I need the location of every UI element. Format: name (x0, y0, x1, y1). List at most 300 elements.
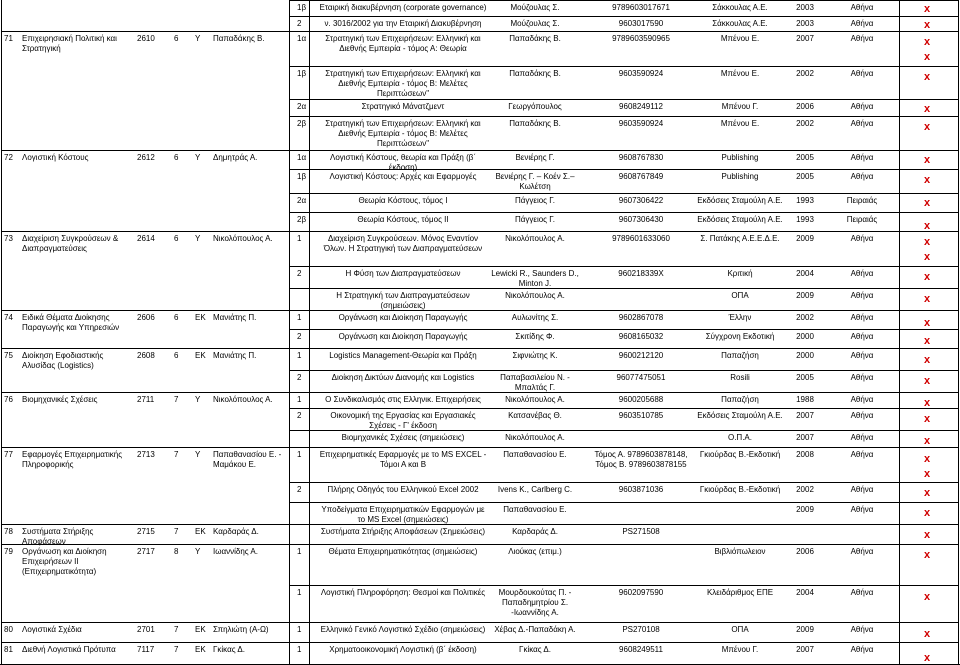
book-author: Νικολόπουλος Α. (505, 395, 565, 404)
course-name: Βιομηχανικές Σχέσεις (22, 395, 98, 404)
course-number: 73 (4, 234, 13, 243)
course-code: 7117 (137, 645, 155, 654)
book-index: 1β (297, 3, 307, 12)
row-separator (289, 585, 959, 586)
course-code: 2612 (137, 153, 155, 162)
book-publisher: Εκδόσεις Σταμούλη Α.Ε. (697, 215, 783, 224)
book-title: Στρατηγική των Επιχειρήσεων: Ελληνική και Διεθνής Εμπειρία - τόμος Β: Μελέτες Περιπτώσεων" (325, 69, 481, 98)
book-year: 2005 (796, 172, 814, 181)
course-separator (1, 150, 959, 151)
book-isbn: 9603590924 (618, 119, 664, 128)
book-city: Αθήνα (850, 547, 874, 556)
book-publisher: Σάκκουλας Α.Ε. (712, 19, 768, 28)
availability-mark-icon: x (924, 251, 931, 263)
book-city: Αθήνα (850, 450, 874, 459)
row-separator (289, 16, 959, 17)
book-year: 2002 (796, 69, 814, 78)
book-index: 2 (297, 19, 302, 28)
book-title: Διαχείριση Συγκρούσεων. Μόνος Εναντίον Όλων. Η Στρατηγική των Διαπραγματεύσεων (323, 234, 483, 253)
book-isbn: 9602867078 (618, 313, 664, 322)
book-city: Αθήνα (850, 234, 874, 243)
book-isbn: 9602097590 (618, 588, 664, 597)
book-title: Διοίκηση Δικτύων Διανομής και Logistics (331, 373, 475, 382)
book-year: 2004 (796, 269, 814, 278)
book-index: 2 (297, 269, 302, 278)
book-author: Χέβας Δ.-Παπαδάκη Α. (494, 625, 576, 634)
book-author: Σιφνιώτης Κ. (512, 351, 558, 360)
book-title: Οργάνωση και Διοίκηση Παραγωγής (338, 313, 468, 322)
semester: 6 (174, 351, 179, 360)
availability-mark-icon: x (924, 71, 931, 83)
book-author: Νικολόπουλος Α. (505, 433, 565, 442)
course-type: ΕΚ (195, 527, 206, 536)
book-author: Παπαδάκης Β. (509, 34, 561, 43)
book-city: Αθήνα (850, 351, 874, 360)
book-year: 2005 (796, 153, 814, 162)
book-index: 2 (297, 485, 302, 494)
book-author: Μούζουλας Σ. (510, 19, 560, 28)
availability-mark-icon: x (924, 36, 931, 48)
course-code: 2713 (137, 450, 155, 459)
availability-mark-icon: x (924, 317, 931, 329)
course-code: 2606 (137, 313, 155, 322)
row-separator (289, 430, 959, 431)
book-year: 2002 (796, 485, 814, 494)
book-author: Παπαδάκης Β. (509, 69, 561, 78)
course-separator (1, 310, 959, 311)
book-index: 1 (297, 395, 302, 404)
book-isbn: 9603590924 (618, 69, 664, 78)
course-type: Υ (195, 153, 201, 162)
course-name: Λογιστικά Σχέδια (22, 625, 82, 634)
book-city: Αθήνα (850, 291, 874, 300)
book-author: Λιούκας (επιμ.) (508, 547, 562, 556)
book-index: 2α (297, 102, 307, 111)
book-year: 2000 (796, 332, 814, 341)
book-publisher: Εκδόσεις Σταμούλη Α.Ε. (697, 411, 783, 420)
course-code: 2717 (137, 547, 155, 556)
book-city: Αθήνα (850, 3, 874, 12)
course-number: 79 (4, 547, 13, 556)
availability-mark-icon: x (924, 103, 931, 115)
book-title: Στρατηγικό Μάνατζμεντ (361, 102, 445, 111)
course-type: Υ (195, 547, 201, 556)
book-title: Χρηματοοικονομική Λογιστική (β΄ έκδοση) (329, 645, 477, 654)
book-title: Ο Συνδικαλισμός στις Ελληνικ. Επιχειρήσεις (325, 395, 481, 404)
book-isbn: 9603871036 (618, 485, 664, 494)
semester: 7 (174, 625, 179, 634)
book-year: 2005 (796, 373, 814, 382)
book-title: Λογιστική Κόστους: Αρχές και Εφαρμογές (329, 172, 477, 181)
book-publisher: Μπένου Ε. (720, 34, 760, 43)
course-name: Συστήματα Στήριξης Αποφάσεων (22, 527, 94, 546)
professor: Σπηλιώτη (Α-Ω) (213, 625, 269, 634)
course-code: 2701 (137, 625, 155, 634)
availability-mark-icon: x (924, 19, 931, 31)
book-year: 2006 (796, 547, 814, 556)
book-year: 2007 (796, 411, 814, 420)
book-author: Παπαβασιλείου Ν. - Μπαλτάς Γ. (500, 373, 570, 392)
book-city: Αθήνα (850, 625, 874, 634)
availability-mark-icon: x (924, 591, 931, 603)
book-publisher: Σύγχρονη Εκδοτική (705, 332, 775, 341)
course-name: Οργάνωση και Διοίκηση Επιχειρήσεων ΙΙ (Επιχειρηματικότητα) (22, 547, 107, 576)
book-publisher: Γκιούρδας Β.-Εκδοτική (699, 485, 781, 494)
course-type: ΕΚ (195, 625, 206, 634)
availability-mark-icon: x (924, 197, 931, 209)
book-year: 1993 (796, 196, 814, 205)
book-isbn: 9600212120 (618, 351, 664, 360)
book-index: 2 (297, 332, 302, 341)
book-publisher: Κριτική (727, 269, 753, 278)
row-separator (289, 329, 959, 330)
book-author: Μουρδουκούτας Π. - Παπαδημητρίου Σ. -Ιωαννίδης Α. (498, 588, 572, 617)
book-year: 2007 (796, 645, 814, 654)
course-type: ΕΚ (195, 645, 206, 654)
row-separator (289, 266, 959, 267)
book-city: Αθήνα (850, 313, 874, 322)
book-isbn: 9608767849 (618, 172, 664, 181)
book-title: Θεωρία Κόστους, τόμος Ι (358, 196, 448, 205)
semester: 6 (174, 234, 179, 243)
book-author: Γκίκας Δ. (519, 645, 551, 654)
book-title: Συστήματα Στήριξης Αποφάσεων (Σημειώσεις) (320, 527, 486, 536)
book-city: Αθήνα (850, 485, 874, 494)
availability-mark-icon: x (924, 549, 931, 561)
availability-mark-icon: x (924, 271, 931, 283)
book-isbn: 96077475051 (616, 373, 666, 382)
book-author: Παπαθανασίου Ε. (503, 450, 567, 459)
book-year: 2000 (796, 351, 814, 360)
book-publisher: Rosili (730, 373, 750, 382)
book-index: 1α (297, 34, 307, 43)
book-title: Οργάνωση και Διοίκηση Παραγωγής (338, 332, 468, 341)
availability-mark-icon: x (924, 529, 931, 541)
row-separator (289, 116, 959, 117)
book-city: Αθήνα (850, 505, 874, 514)
book-year: 2002 (796, 313, 814, 322)
book-year: 2004 (796, 588, 814, 597)
semester: 7 (174, 527, 179, 536)
book-author: Κατσανέβας Θ. (508, 411, 562, 420)
professor: Μανιάτης Π. (213, 351, 257, 360)
availability-mark-icon: x (924, 335, 931, 347)
book-publisher: Μπένου Γ. (721, 102, 759, 111)
professor: Ιωαννίδης Α. (213, 547, 258, 556)
book-city: Αθήνα (850, 172, 874, 181)
book-city: Αθήνα (850, 588, 874, 597)
book-city: Αθήνα (850, 69, 874, 78)
book-index: 1 (297, 351, 302, 360)
book-title: Στρατηγική των Επιχειρήσεων: Ελληνική και Διεθνής Εμπειρία - τόμος Α: Θεωρία (325, 34, 481, 53)
availability-mark-icon: x (924, 487, 931, 499)
book-publisher: ΟΠΑ (731, 291, 749, 300)
book-title: Οικονομική της Εργασίας και Εργασιακές Σχέσεις - Γ' έκδοση (330, 411, 476, 430)
course-number: 72 (4, 153, 13, 162)
book-publisher: Σ. Πατάκης Α.Ε.Ε.Δ.Ε. (700, 234, 780, 243)
book-index: 1β (297, 172, 307, 181)
professor: Μανιάτης Π. (213, 313, 257, 322)
book-year: 2009 (796, 625, 814, 634)
book-publisher: Σάκκουλας Α.Ε. (712, 3, 768, 12)
book-title: Λογιστική Πληροφόρηση: Θεσμοί και Πολιτικές (320, 588, 486, 597)
book-author: Παπαθανασίου Ε. (503, 505, 567, 514)
book-index: 2β (297, 215, 307, 224)
availability-mark-icon: x (924, 354, 931, 366)
availability-mark-icon: x (924, 121, 931, 133)
book-isbn: 9607306430 (618, 215, 664, 224)
availability-mark-icon: x (924, 293, 931, 305)
book-city: Αθήνα (850, 102, 874, 111)
course-separator (1, 231, 959, 232)
availability-mark-icon: x (924, 468, 931, 480)
row-separator (289, 370, 959, 371)
book-author: Πάγγειος Γ. (514, 215, 556, 224)
course-number: 71 (4, 34, 13, 43)
book-city: Αθήνα (850, 373, 874, 382)
book-author: Βενιέρης Γ. (515, 153, 555, 162)
book-author: Αυλωνίτης Σ. (511, 313, 559, 322)
book-publisher: ΟΠΑ (731, 625, 749, 634)
book-isbn: 9607306422 (618, 196, 664, 205)
book-year: 2007 (796, 34, 814, 43)
book-year: 2009 (796, 505, 814, 514)
course-name: Ειδικά Θέματα Διοίκησης Παραγωγής και Υπηρεσιών (22, 313, 120, 332)
course-code: 2608 (137, 351, 155, 360)
row-separator (289, 408, 959, 409)
availability-mark-icon: x (924, 236, 931, 248)
course-name: Διεθνή Λογιστικά Πρότυπα (22, 645, 116, 654)
course-code: 2711 (137, 395, 155, 404)
book-author: Μούζουλας Σ. (510, 3, 560, 12)
book-title: Εταιρική διακυβέρνηση (corporate governance) (319, 3, 487, 12)
row-separator (289, 66, 959, 67)
book-title: Η Φύση των Διαπραγματεύσεων (345, 269, 461, 278)
book-publisher: Publishing (721, 172, 759, 181)
book-year: 2008 (796, 450, 814, 459)
row-separator (289, 482, 959, 483)
course-separator (1, 642, 959, 643)
book-city: Πειραιάς (846, 215, 878, 224)
professor: Παπαθανασίου Ε. - Μαμάκου Ε. (213, 450, 282, 469)
book-author: Σκιτίδης Φ. (515, 332, 555, 341)
availability-mark-icon: x (924, 220, 931, 232)
professor: Νικολόπουλος Α. (213, 395, 273, 404)
course-type: ΕΚ (195, 313, 206, 322)
book-author: Πάγγειος Γ. (514, 196, 556, 205)
book-city: Αθήνα (850, 19, 874, 28)
availability-mark-icon: x (924, 628, 931, 640)
book-year: 2003 (796, 3, 814, 12)
book-index: 1 (297, 625, 302, 634)
course-number: 74 (4, 313, 13, 322)
book-index: 1 (297, 645, 302, 654)
book-title: Logistics Management-Θεωρία και Πράξη (329, 351, 477, 360)
book-index: 2 (297, 411, 302, 420)
course-separator (1, 348, 959, 349)
availability-mark-icon: x (924, 397, 931, 409)
course-number: 81 (4, 645, 13, 654)
semester: 8 (174, 547, 179, 556)
book-publisher: Γκιούρδας Β.-Εκδοτική (699, 450, 781, 459)
book-city: Αθήνα (850, 433, 874, 442)
book-year: 2002 (796, 119, 814, 128)
availability-mark-icon: x (924, 507, 931, 519)
book-city: Αθήνα (850, 395, 874, 404)
course-separator (1, 622, 959, 623)
book-city: Αθήνα (850, 411, 874, 420)
book-publisher: Έλλην (728, 313, 752, 322)
book-isbn: 9789603590965 (612, 34, 670, 43)
course-number: 76 (4, 395, 13, 404)
book-title: Πλήρης Οδηγός του Ελληνικού Excel 2002 (327, 485, 479, 494)
book-publisher: Παπαζήση (721, 395, 759, 404)
book-isbn: 960218339X (618, 269, 664, 278)
book-isbn: 9608767830 (618, 153, 664, 162)
course-type: Υ (195, 34, 201, 43)
row-separator (289, 212, 959, 213)
book-title: Επιχειρηματικές Εφαρμογές με το MS EXCEL - Τόμοι Α και Β (319, 450, 487, 469)
book-index: 2 (297, 373, 302, 382)
book-publisher: Μπένου Ε. (720, 119, 760, 128)
book-index: 2β (297, 119, 307, 128)
book-title: ν. 3016/2002 για την Εταιρική Διακυβέρνηση (324, 19, 482, 28)
book-author: Ivens K., Carlberg C. (497, 485, 573, 494)
course-code: 2614 (137, 234, 155, 243)
course-number: 78 (4, 527, 13, 536)
book-publisher: Κλειδάριθμος ΕΠΕ (706, 588, 774, 597)
book-publisher: Εκδόσεις Σταμούλη Α.Ε. (697, 196, 783, 205)
semester: 6 (174, 313, 179, 322)
row-separator (289, 502, 959, 503)
course-name: Λογιστική Κόστους (22, 153, 89, 162)
course-name: Διοίκηση Εφοδιαστικής Αλυσίδας (Logistics) (22, 351, 104, 370)
book-title: Υποδείγματα Επιχειρηματικών Εφαρμογών με το MS Excel (σημειώσεις) (321, 505, 485, 524)
course-separator (1, 447, 959, 448)
availability-mark-icon: x (924, 435, 931, 447)
course-separator (1, 392, 959, 393)
course-number: 77 (4, 450, 13, 459)
book-author: Καρδαράς Δ. (512, 527, 558, 536)
course-code: 2715 (137, 527, 155, 536)
course-separator (1, 31, 959, 32)
book-city: Αθήνα (850, 269, 874, 278)
book-isbn: PS271508 (622, 527, 660, 536)
course-separator (1, 524, 959, 525)
book-city: Αθήνα (850, 34, 874, 43)
book-title: Βιομηχανικές Σχέσεις (σημειώσεις) (341, 433, 465, 442)
book-author: Νικολόπουλος Α. (505, 234, 565, 243)
book-year: 2007 (796, 433, 814, 442)
book-title: Ελληνικό Γενικό Λογιστικό Σχέδιο (σημειώσεις) (320, 625, 486, 634)
book-year: 1993 (796, 215, 814, 224)
book-index: 1 (297, 547, 302, 556)
book-year: 2009 (796, 234, 814, 243)
course-type: Υ (195, 450, 201, 459)
book-index: 2α (297, 196, 307, 205)
book-title: Λογιστική Κόστους, θεωρία και Πράξη (β΄ έκδοση) (329, 153, 476, 172)
book-index: 1α (297, 153, 307, 162)
availability-mark-icon: x (924, 51, 931, 63)
course-number: 80 (4, 625, 13, 634)
book-author: Παπαδάκης Β. (509, 119, 561, 128)
book-year: 2003 (796, 19, 814, 28)
professor: Καρδαράς Δ. (213, 527, 259, 536)
book-year: 2009 (796, 291, 814, 300)
book-year: 2006 (796, 102, 814, 111)
semester: 7 (174, 395, 179, 404)
book-index: 1 (297, 313, 302, 322)
course-separator (1, 544, 959, 545)
book-isbn: 9603017590 (618, 19, 664, 28)
book-publisher: Μπένου Ε. (720, 69, 760, 78)
availability-mark-icon: x (924, 154, 931, 166)
book-year: 1988 (796, 395, 814, 404)
course-name: Επιχειρησιακή Πολιτική και Στρατηγική (22, 34, 117, 53)
book-city: Πειραιάς (846, 196, 878, 205)
availability-mark-icon: x (924, 413, 931, 425)
semester: 7 (174, 450, 179, 459)
semester: 7 (174, 645, 179, 654)
book-city: Αθήνα (850, 645, 874, 654)
book-title: Θέματα Επιχειρηματικότητας (σημειώσεις) (328, 547, 478, 556)
book-isbn: 9789603017671 (612, 3, 670, 12)
book-isbn: 9608249112 (619, 102, 663, 111)
book-index: 1 (297, 588, 302, 597)
course-type: Υ (195, 234, 201, 243)
book-author: Lewicki R., Saunders D., Minton J. (491, 269, 579, 288)
book-title: Θεωρία Κόστους, τόμος ΙΙ (357, 215, 449, 224)
book-title: Στρατηγική των Επιχειρήσεων: Ελληνική και Διεθνής Εμπειρία - τόμος Β: Μελέτες Περιπτώσεων" (325, 119, 481, 148)
book-publisher: Μπένου Γ. (721, 645, 759, 654)
row-separator (289, 99, 959, 100)
professor: Νικολόπουλος Α. (213, 234, 273, 243)
availability-mark-icon: x (924, 375, 931, 387)
book-publisher: Παπαζήση (721, 351, 759, 360)
book-publisher: Publishing (721, 153, 759, 162)
book-isbn: PS270108 (622, 625, 660, 634)
course-type: ΕΚ (195, 351, 206, 360)
book-city: Αθήνα (850, 119, 874, 128)
book-isbn: 9608165032 (618, 332, 664, 341)
row-separator (289, 288, 959, 289)
semester: 6 (174, 34, 179, 43)
course-name: Διαχείριση Συγκρούσεων & Διαπραγματεύσεις (22, 234, 119, 253)
book-title: Η Στρατηγική των Διαπραγματεύσεων (σημειώσεις) (336, 291, 470, 310)
book-city: Αθήνα (850, 332, 874, 341)
course-number: 75 (4, 351, 13, 360)
book-author: Νικολόπουλος Α. (505, 291, 565, 300)
availability-mark-icon: x (924, 3, 931, 15)
book-isbn: 9600205688 (618, 395, 664, 404)
book-author: Γεωργόπουλος (508, 102, 562, 111)
availability-mark-icon: x (924, 453, 931, 465)
professor: Δημητράς Α. (213, 153, 258, 162)
row-separator (289, 0, 959, 1)
professor: Παπαδάκης Β. (213, 34, 265, 43)
availability-mark-icon: x (924, 174, 931, 186)
course-code: 2610 (137, 34, 155, 43)
book-city: Αθήνα (850, 153, 874, 162)
book-publisher: Βιβλιόπωλειον (714, 547, 766, 556)
book-isbn: 9603510785 (618, 411, 664, 420)
row-separator (289, 193, 959, 194)
book-publisher: Ο.Π.Α. (727, 433, 752, 442)
book-author: Βενιέρης Γ. – Κοέν Σ.– Κωλέτση (495, 172, 575, 191)
semester: 6 (174, 153, 179, 162)
book-index: 1 (297, 450, 302, 459)
book-isbn: 9608249511 (619, 645, 663, 654)
